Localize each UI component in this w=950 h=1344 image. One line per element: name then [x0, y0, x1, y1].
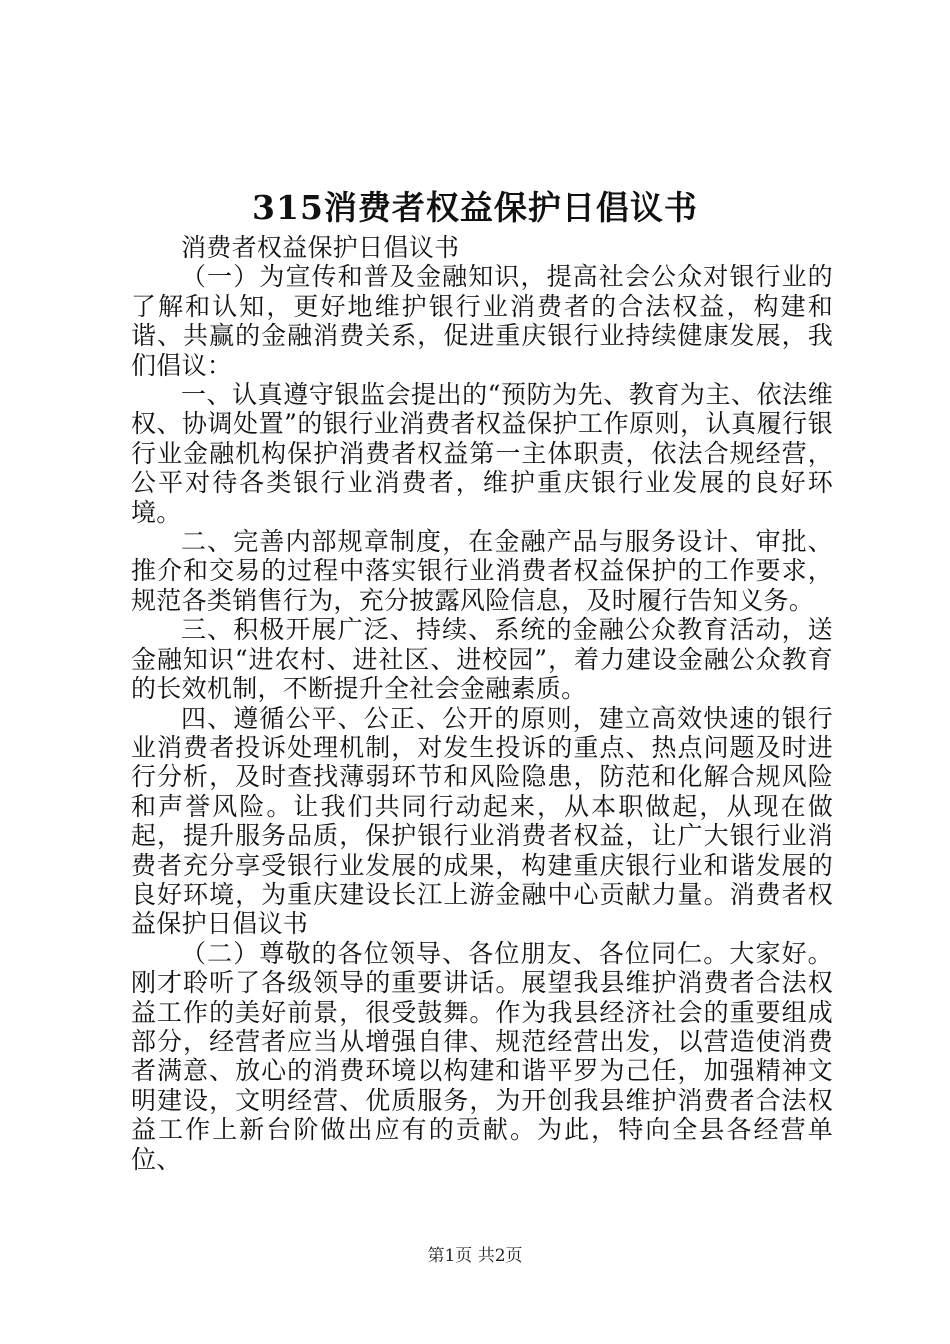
paragraph-subtitle: 消费者权益保护日倡议书: [181, 233, 460, 262]
document-title: 315消费者权益保护日倡议书: [252, 188, 698, 227]
paragraph-item-one: 一、认真遵守银监会提出的“预防为先、教育为主、依法维权、协调处置”的银行业消费者权益保护工作原则，认真履行银行业金融机构保护消费者权益第一主体职责，依法合规经营，公平对待各类银行业消费者，维护重庆银行业发展的良好环境。: [131, 380, 833, 527]
paragraph-item-two: 二、完善内部规章制度，在金融产品与服务设计、审批、推介和交易的过程中落实银行业消费者权益保护的工作要求，规范各类销售行为，充分披露风险信息，及时履行告知义务。: [131, 527, 833, 615]
document-body: [131, 233, 833, 1174]
paragraph-intro-one: （一）为宣传和普及金融知识，提高社会公众对银行业的了解和认知，更好地维护银行业消费者的合法权益，构建和谐、共赢的金融消费关系，促进重庆银行业持续健康发展，我们倡议：: [131, 262, 833, 380]
paragraph-item-four: 四、遵循公平、公正、公开的原则，建立高效快速的银行业消费者投诉处理机制，对发生投诉的重点、热点问题及时进行分析，及时查找薄弱环节和风险隐患，防范和化解合规风险和声誉风险。让我们共同行动起来，从本职做起，从现在做起，提升服务品质，保护银行业消费者权益，让广大银行业消费者充分享受银行业发展的成果，构建重庆银行业和谐发展的良好环境，为重庆建设长江上游金融中心贡献力量。消费者权益保护日倡议书: [131, 703, 833, 939]
page-footer: 第1页 共2页: [427, 1246, 523, 1266]
paragraph-intro-two: （二）尊敬的各位领导、各位朋友、各位同仁。大家好。刚才聆听了各级领导的重要讲话。展望我县维护消费者合法权益工作的美好前景，很受鼓舞。作为我县经济社会的重要组成部分，经营者应当从增强自律、规范经营出发，以营造使消费者满意、放心的消费环境以构建和谐平罗为己任，加强精神文明建设，文明经营、优质服务，为开创我县维护消费者合法权益工作上新台阶做出应有的贡献。为此，特向全县各经营单位、: [131, 938, 833, 1174]
paragraph-item-three: 三、积极开展广泛、持续、系统的金融公众教育活动，送金融知识“进农村、进社区、进校园”，着力建设金融公众教育的长效机制，不断提升全社会金融素质。: [131, 615, 833, 704]
